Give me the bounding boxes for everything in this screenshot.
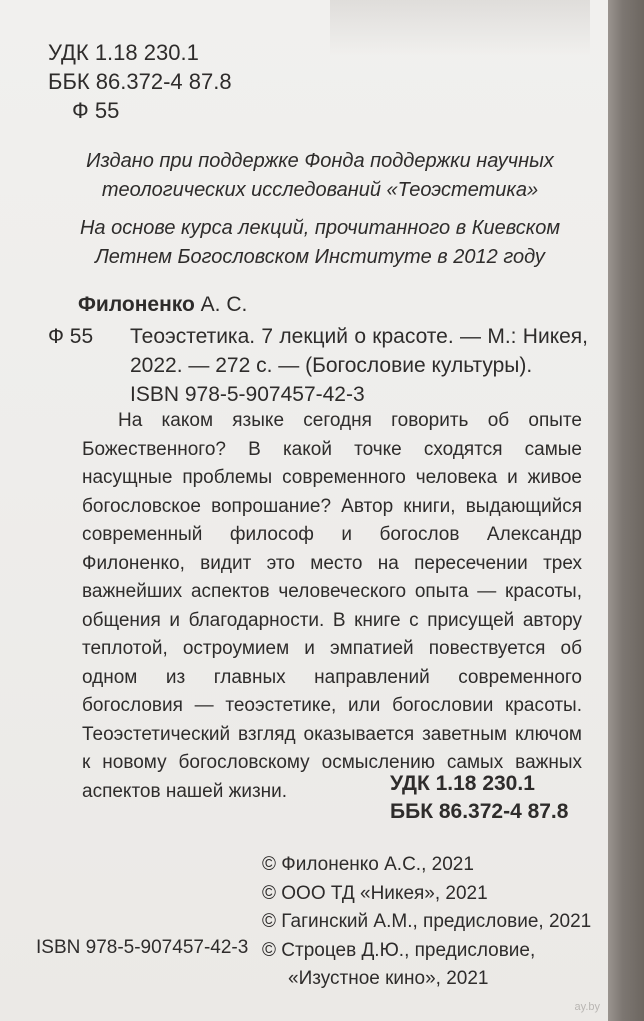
watermark-text: ay.by bbox=[574, 1001, 600, 1013]
entry-text bbox=[130, 322, 588, 409]
author-initials: А. С. bbox=[194, 293, 248, 316]
entry-description: Теоэстетика. 7 лекций о красоте. — М.: Никея, 2022. — 272 с. — (Богословие культуры). bbox=[130, 325, 588, 377]
udk-code: УДК 1.18 230.1 bbox=[48, 40, 199, 65]
support-line-2: теологических исследований «Теоэстетика» bbox=[101, 179, 539, 201]
based-on-line-2: Летнем Богословском Институте в 2012 году bbox=[95, 246, 545, 268]
based-on-note bbox=[60, 214, 580, 272]
bbk-code-bottom: ББК 86.372-4 87.8 bbox=[390, 800, 569, 823]
book-edge bbox=[608, 0, 644, 1021]
based-on-line-1: На основе курса лекций, прочитанного в Киевском bbox=[79, 217, 561, 239]
annotation-paragraph: На каком языке сегодня говорить об опыте Божественного? В какой точке сходятся самые насущные проблемы современного человека и живое богословское вопрошание? Автор книги, выдающийся современный философ и богослов Александр Филоненко, видит это место на пересечении трех важнейших аспектов человеческого опыта — красоты, общения и благодарности. В книге с присущей автору теплотой, остроумием и эмпатией повествуется об одном из главных направлений современного богословия — теоэстетике, или богословии красоты. Теоэстетический взгляд оказывается заветным ключом к новому богословскому осмыслению самых важных аспектов нашей жизни. bbox=[82, 410, 582, 802]
support-line-1: Издано при поддержке Фонда поддержки научных bbox=[86, 150, 554, 172]
copyright-item-continued: «Изустное кино», 2021 bbox=[288, 968, 489, 989]
author-heading bbox=[78, 293, 247, 317]
copyright-item: © Гагинский А.М., предисловие, 2021 bbox=[262, 911, 592, 932]
author-mark: Ф 55 bbox=[72, 98, 120, 123]
udk-code-bottom: УДК 1.18 230.1 bbox=[390, 772, 535, 795]
bleed-through-shadow bbox=[330, 0, 590, 55]
copyright-item: © ООО ТД «Никея», 2021 bbox=[262, 882, 488, 904]
author-surname: Филоненко bbox=[78, 293, 195, 316]
published-support-note bbox=[60, 147, 580, 205]
bbk-code: ББК 86.372-4 87.8 bbox=[48, 69, 232, 94]
entry-author-mark: Ф 55 bbox=[48, 325, 94, 348]
copyright-list bbox=[262, 851, 591, 994]
classification-codes-top bbox=[48, 38, 232, 125]
bibliographic-entry bbox=[48, 322, 588, 409]
copyright-item: © Строцев Д.Ю., предисловие, bbox=[262, 939, 536, 961]
classification-codes-bottom bbox=[390, 770, 568, 826]
isbn-bottom: ISBN 978-5-907457-42-3 bbox=[36, 937, 249, 958]
entry-isbn: ISBN 978-5-907457-42-3 bbox=[130, 383, 365, 406]
copyright-item: © Филоненко А.С., 2021 bbox=[262, 854, 474, 875]
